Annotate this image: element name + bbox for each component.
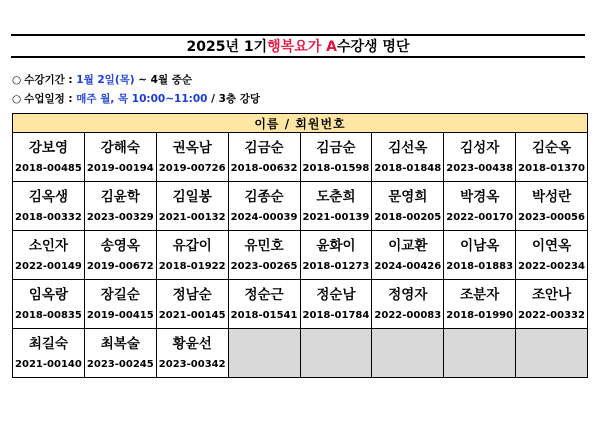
member-cell xyxy=(372,280,444,329)
member-name: 도춘희 xyxy=(316,188,356,205)
member-name: 최길숙 xyxy=(28,335,68,352)
member-cell xyxy=(516,280,588,329)
member-name: 김선옥 xyxy=(388,139,428,156)
member-name: 권옥남 xyxy=(172,139,212,156)
member-name: 김옥생 xyxy=(28,188,68,205)
member-id: 2019-00672 xyxy=(86,260,154,272)
member-cell xyxy=(444,280,516,329)
member-cell xyxy=(13,182,85,231)
member-name: 장길순 xyxy=(100,286,140,303)
member-cell xyxy=(300,231,372,280)
member-cell xyxy=(372,231,444,280)
member-id: 2018-01273 xyxy=(302,260,370,272)
schedule-value: 매주 월, 목 10:00~11:00 xyxy=(76,93,208,105)
page-title xyxy=(11,34,585,58)
member-id: 2019-00415 xyxy=(86,309,154,321)
schedule-rest: / 3층 강당 xyxy=(207,93,260,105)
member-name: 이남옥 xyxy=(460,237,500,254)
member-id: 2018-00485 xyxy=(15,162,82,174)
member-cell xyxy=(13,133,85,182)
member-id: 2018-01370 xyxy=(518,162,585,174)
member-cell xyxy=(156,280,228,329)
member-cell xyxy=(13,329,85,378)
member-cell xyxy=(13,280,85,329)
member-name: 김윤학 xyxy=(100,188,140,205)
schedule-line xyxy=(12,91,260,106)
member-cell xyxy=(228,182,300,231)
member-cell xyxy=(300,182,372,231)
schedule-label: 수업일정 : xyxy=(24,93,77,105)
member-id: 2018-01922 xyxy=(158,260,226,272)
member-cell xyxy=(516,231,588,280)
member-cell xyxy=(516,133,588,182)
member-name: 이교환 xyxy=(388,237,428,254)
member-id: 2018-01598 xyxy=(302,162,370,174)
member-name: 정순남 xyxy=(316,286,356,303)
member-name: 유갑이 xyxy=(172,237,212,254)
member-name: 김순옥 xyxy=(532,139,572,156)
member-name: 윤화이 xyxy=(316,237,356,254)
circle-bullet-icon: ○ xyxy=(12,74,22,86)
member-id: 2021-00139 xyxy=(302,211,370,223)
member-cell xyxy=(300,133,372,182)
table-row xyxy=(13,329,588,378)
member-id: 2023-00438 xyxy=(446,162,514,174)
member-name: 김금순 xyxy=(316,139,356,156)
period-rest: ~ 4월 중순 xyxy=(134,74,193,86)
member-id: 2023-00265 xyxy=(230,260,298,272)
member-id: 2018-01990 xyxy=(446,309,514,321)
title-suffix: 수강생 명단 xyxy=(336,39,410,55)
member-cell xyxy=(156,182,228,231)
member-id: 2022-00332 xyxy=(518,309,585,321)
empty-cell xyxy=(444,329,516,378)
member-id: 2023-00245 xyxy=(86,358,154,370)
member-id: 2022-00083 xyxy=(374,309,442,321)
title-prefix: 2025년 1기 xyxy=(186,39,268,55)
member-cell xyxy=(372,182,444,231)
member-cell xyxy=(156,231,228,280)
member-id: 2023-00342 xyxy=(158,358,226,370)
member-name: 정순근 xyxy=(244,286,284,303)
member-cell xyxy=(372,133,444,182)
member-name: 유민호 xyxy=(244,237,284,254)
member-cell xyxy=(228,133,300,182)
member-name: 박경옥 xyxy=(460,188,500,205)
table-row xyxy=(13,133,588,182)
member-name: 김종순 xyxy=(244,188,284,205)
member-name: 김성자 xyxy=(460,139,500,156)
member-name: 조분자 xyxy=(460,286,500,303)
member-id: 2024-00039 xyxy=(230,211,298,223)
empty-cell xyxy=(372,329,444,378)
member-name: 김일봉 xyxy=(172,188,212,205)
member-id: 2018-00632 xyxy=(230,162,298,174)
member-name: 정남순 xyxy=(172,286,212,303)
period-label: 수강기간 : xyxy=(24,74,77,86)
member-cell xyxy=(84,280,156,329)
member-name: 조안나 xyxy=(532,286,572,303)
member-name: 이연옥 xyxy=(532,237,572,254)
member-cell xyxy=(156,329,228,378)
member-name: 강해숙 xyxy=(100,139,140,156)
member-cell xyxy=(516,182,588,231)
member-id: 2023-00056 xyxy=(518,211,585,223)
member-id: 2022-00149 xyxy=(15,260,82,272)
member-id: 2018-00205 xyxy=(374,211,442,223)
member-cell xyxy=(228,280,300,329)
member-name: 박성란 xyxy=(532,188,572,205)
member-cell xyxy=(300,280,372,329)
member-name: 문영희 xyxy=(388,188,428,205)
member-id: 2018-00835 xyxy=(15,309,82,321)
member-name: 임옥랑 xyxy=(28,286,68,303)
member-id: 2018-01848 xyxy=(374,162,442,174)
member-cell xyxy=(84,133,156,182)
member-id: 2021-00132 xyxy=(158,211,226,223)
member-id: 2019-00194 xyxy=(86,162,154,174)
member-cell xyxy=(156,133,228,182)
member-cell xyxy=(444,231,516,280)
table-row xyxy=(13,182,588,231)
member-cell xyxy=(84,182,156,231)
empty-cell xyxy=(228,329,300,378)
empty-cell xyxy=(300,329,372,378)
member-name: 황윤선 xyxy=(172,335,212,352)
member-id: 2023-00329 xyxy=(86,211,154,223)
member-name: 최복술 xyxy=(100,335,140,352)
member-name: 정영자 xyxy=(388,286,428,303)
table-header: 이름 / 회원번호 xyxy=(13,114,588,133)
member-id: 2018-01784 xyxy=(302,309,370,321)
roster-table xyxy=(12,113,588,378)
circle-bullet-icon: ○ xyxy=(12,93,22,105)
member-name: 송영옥 xyxy=(100,237,140,254)
period-value: 1월 2일(목) xyxy=(76,74,135,86)
roster-body xyxy=(13,133,588,378)
member-name: 김금순 xyxy=(244,139,284,156)
member-id: 2021-00140 xyxy=(15,358,82,370)
member-name: 강보영 xyxy=(28,139,68,156)
member-cell xyxy=(444,182,516,231)
member-id: 2018-01883 xyxy=(446,260,514,272)
member-id: 2018-01541 xyxy=(230,309,298,321)
member-cell xyxy=(228,231,300,280)
member-id: 2024-00426 xyxy=(374,260,442,272)
member-cell xyxy=(444,133,516,182)
table-row xyxy=(13,231,588,280)
member-id: 2018-00332 xyxy=(15,211,82,223)
title-accent: 행복요가 A xyxy=(267,39,337,55)
member-id: 2019-00726 xyxy=(158,162,226,174)
member-id: 2022-00170 xyxy=(446,211,514,223)
period-line xyxy=(12,72,192,87)
member-cell xyxy=(84,231,156,280)
member-cell xyxy=(84,329,156,378)
member-cell xyxy=(13,231,85,280)
member-id: 2021-00145 xyxy=(158,309,226,321)
member-id: 2022-00234 xyxy=(518,260,585,272)
member-name: 소인자 xyxy=(28,237,68,254)
empty-cell xyxy=(516,329,588,378)
table-row xyxy=(13,280,588,329)
